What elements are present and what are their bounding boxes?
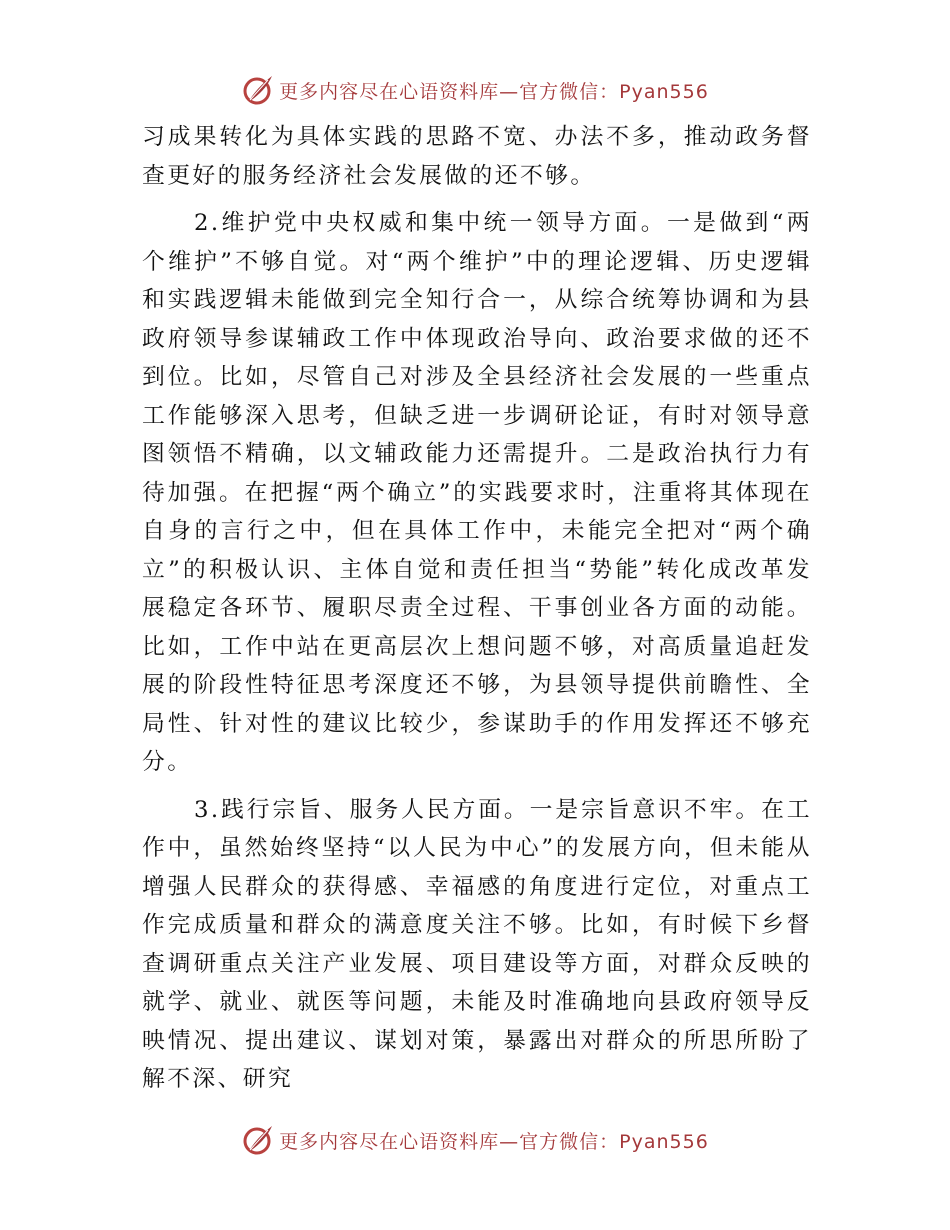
feather-pen-circle-icon	[241, 73, 275, 107]
footer-banner-text: 更多内容尽在心语资料库—官方微信：Pyan556	[279, 1130, 709, 1153]
paragraph-continued: 习成果转化为具体实践的思路不宽、办法不多，推动政务督查更好的服务经济社会发展做的还不够。	[142, 124, 812, 189]
header-banner-text: 更多内容尽在心语资料库—官方微信：Pyan556	[279, 80, 709, 103]
header-banner	[0, 70, 950, 110]
document-body	[142, 118, 812, 1099]
feather-pen-circle-icon	[241, 1123, 275, 1157]
footer-banner	[0, 1120, 950, 1160]
paragraph-section-3: 3.践行宗旨、服务人民方面。一是宗旨意识不牢。在工作中，虽然始终坚持“以人民为中心”的发展方向，但未能从增强人民群众的获得感、幸福感的角度进行定位，对重点工作完成质量和群众的满意度关注不够。比如，有时候下乡督查调研重点关注产业发展、项目建设等方面，对群众反映的就学、就业、就医等问题，未能及时准确地向县政府领导反映情况、提出建议、谋划对策，暴露出对群众的所思所盼了解不深、研究	[142, 796, 812, 1092]
paragraph-section-2: 2.维护党中央权威和集中统一领导方面。一是做到“两个维护”不够自觉。对“两个维护”中的理论逻辑、历史逻辑和实践逻辑未能做到完全知行合一，从综合统筹协调和为县政府领导参谋辅政工作中体现政治导向、政治要求做的还不到位。比如，尽管自己对涉及全县经济社会发展的一些重点工作能够深入思考，但缺乏进一步调研论证，有时对领导意图领悟不精确，以文辅政能力还需提升。二是政治执行力有待加强。在把握“两个确立”的实践要求时，注重将其体现在自身的言行之中，但在具体工作中，未能完全把对“两个确立”的积极认识、主体自觉和责任担当“势能”转化成改革发展稳定各环节、履职尽责全过程、干事创业各方面的动能。比如，工作中站在更高层次上想问题不够，对高质量追赶发展的阶段性特征思考深度还不够，为县领导提供前瞻性、全局性、针对性的建议比较少，参谋助手的作用发挥还不够充分。	[142, 210, 812, 775]
